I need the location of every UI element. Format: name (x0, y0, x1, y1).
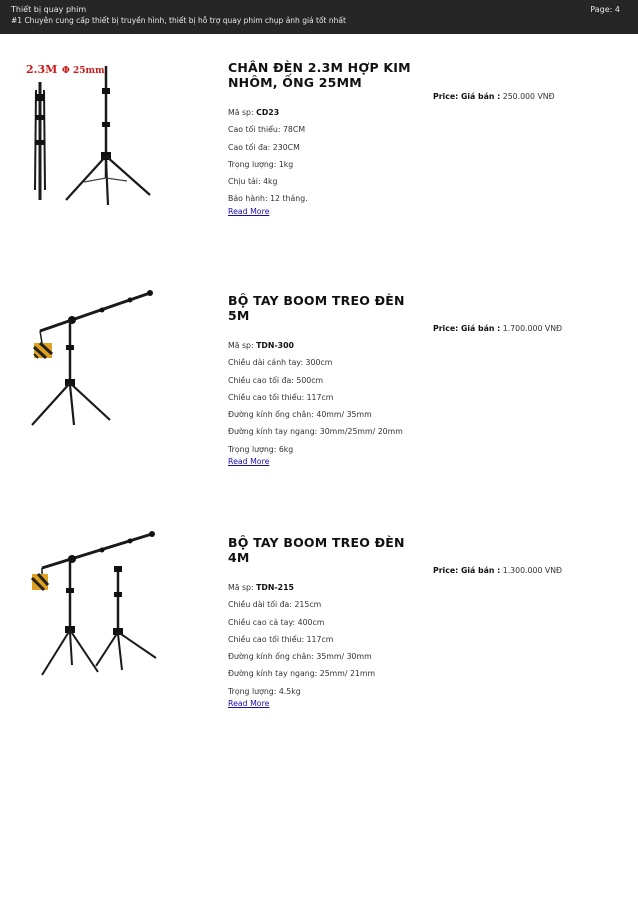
site-title[interactable]: Thiết bị quay phim (11, 5, 87, 14)
product-spec: Cao tối đa: 230CM (228, 142, 300, 152)
product-spec: Chiều dài cánh tay: 300cm (228, 358, 333, 368)
product-title[interactable]: CHÂN ĐÈN 2.3M HỢP KIM NHÔM, ỐNG 25MM (228, 60, 411, 90)
image-label-height: 2.3M (26, 63, 58, 76)
product-price: Price: Giá bán : 1.300.000 VNĐ (433, 566, 563, 575)
product-price: Price: Giá bán : 250.000 VNĐ (433, 92, 555, 101)
product-image-light-stand[interactable] (22, 60, 192, 210)
read-more-link[interactable]: Read More (228, 206, 270, 216)
product-spec: Đường kính ống chân: 40mm/ 35mm (228, 410, 372, 420)
product-spec: Chiều cao tối thiểu: 117cm (228, 634, 334, 644)
product-info (228, 60, 418, 218)
product-info (228, 293, 418, 468)
header-bar (0, 0, 638, 34)
product-info (228, 535, 418, 710)
read-more-link[interactable]: Read More (228, 457, 270, 467)
product-spec: Chiều dài tối đa: 215cm (228, 600, 322, 610)
product-sku: Mã sp: TDN-215 (228, 583, 294, 592)
product-spec: Trọng lượng: 1kg (228, 159, 294, 169)
site-tagline: #1 Chuyên cung cấp thiết bị truyền hình, thiết bị hỗ trợ quay phim chụp ảnh giá tốt nhất (11, 16, 346, 25)
product-spec: Chiều cao cả tay: 400cm (228, 617, 325, 627)
product-spec: Chiều cao tối thiểu: 117cm (228, 392, 334, 402)
product-spec: Chiều cao tối đa: 500cm (228, 375, 324, 385)
product-sku: Mã sp: TDN-300 (228, 341, 294, 350)
read-more-link[interactable]: Read More (228, 699, 270, 709)
product-spec: Bảo hành: 12 tháng. (228, 194, 308, 204)
product-title[interactable]: BỘ TAY BOOM TREO ĐÈN 5M (228, 293, 405, 323)
image-label-diameter: Φ 25mm (62, 66, 105, 76)
product-image-boom-kit[interactable] (22, 530, 192, 680)
product-sku: Mã sp: CD23 (228, 108, 280, 117)
product-image-boom-stand[interactable] (22, 285, 192, 435)
product-card (0, 535, 638, 765)
product-card (0, 60, 638, 290)
product-title[interactable]: BỘ TAY BOOM TREO ĐÈN 4M (228, 535, 405, 565)
product-price: Price: Giá bán : 1.700.000 VNĐ (433, 324, 563, 333)
product-spec: Trọng lượng: 4.5kg (228, 686, 301, 696)
page-number: Page: 4 (590, 5, 620, 14)
product-spec: Cao tối thiểu: 78CM (228, 125, 306, 135)
product-spec: Đường kính tay ngang: 25mm/ 21mm (228, 669, 376, 679)
product-spec: Chịu tải: 4kg (228, 177, 278, 187)
product-card (0, 293, 638, 523)
product-spec: Đường kính ống chân: 35mm/ 30mm (228, 652, 372, 662)
product-spec: Đường kính tay ngang: 30mm/25mm/ 20mm (228, 427, 403, 437)
product-spec: Trọng lượng: 6kg (228, 444, 294, 454)
